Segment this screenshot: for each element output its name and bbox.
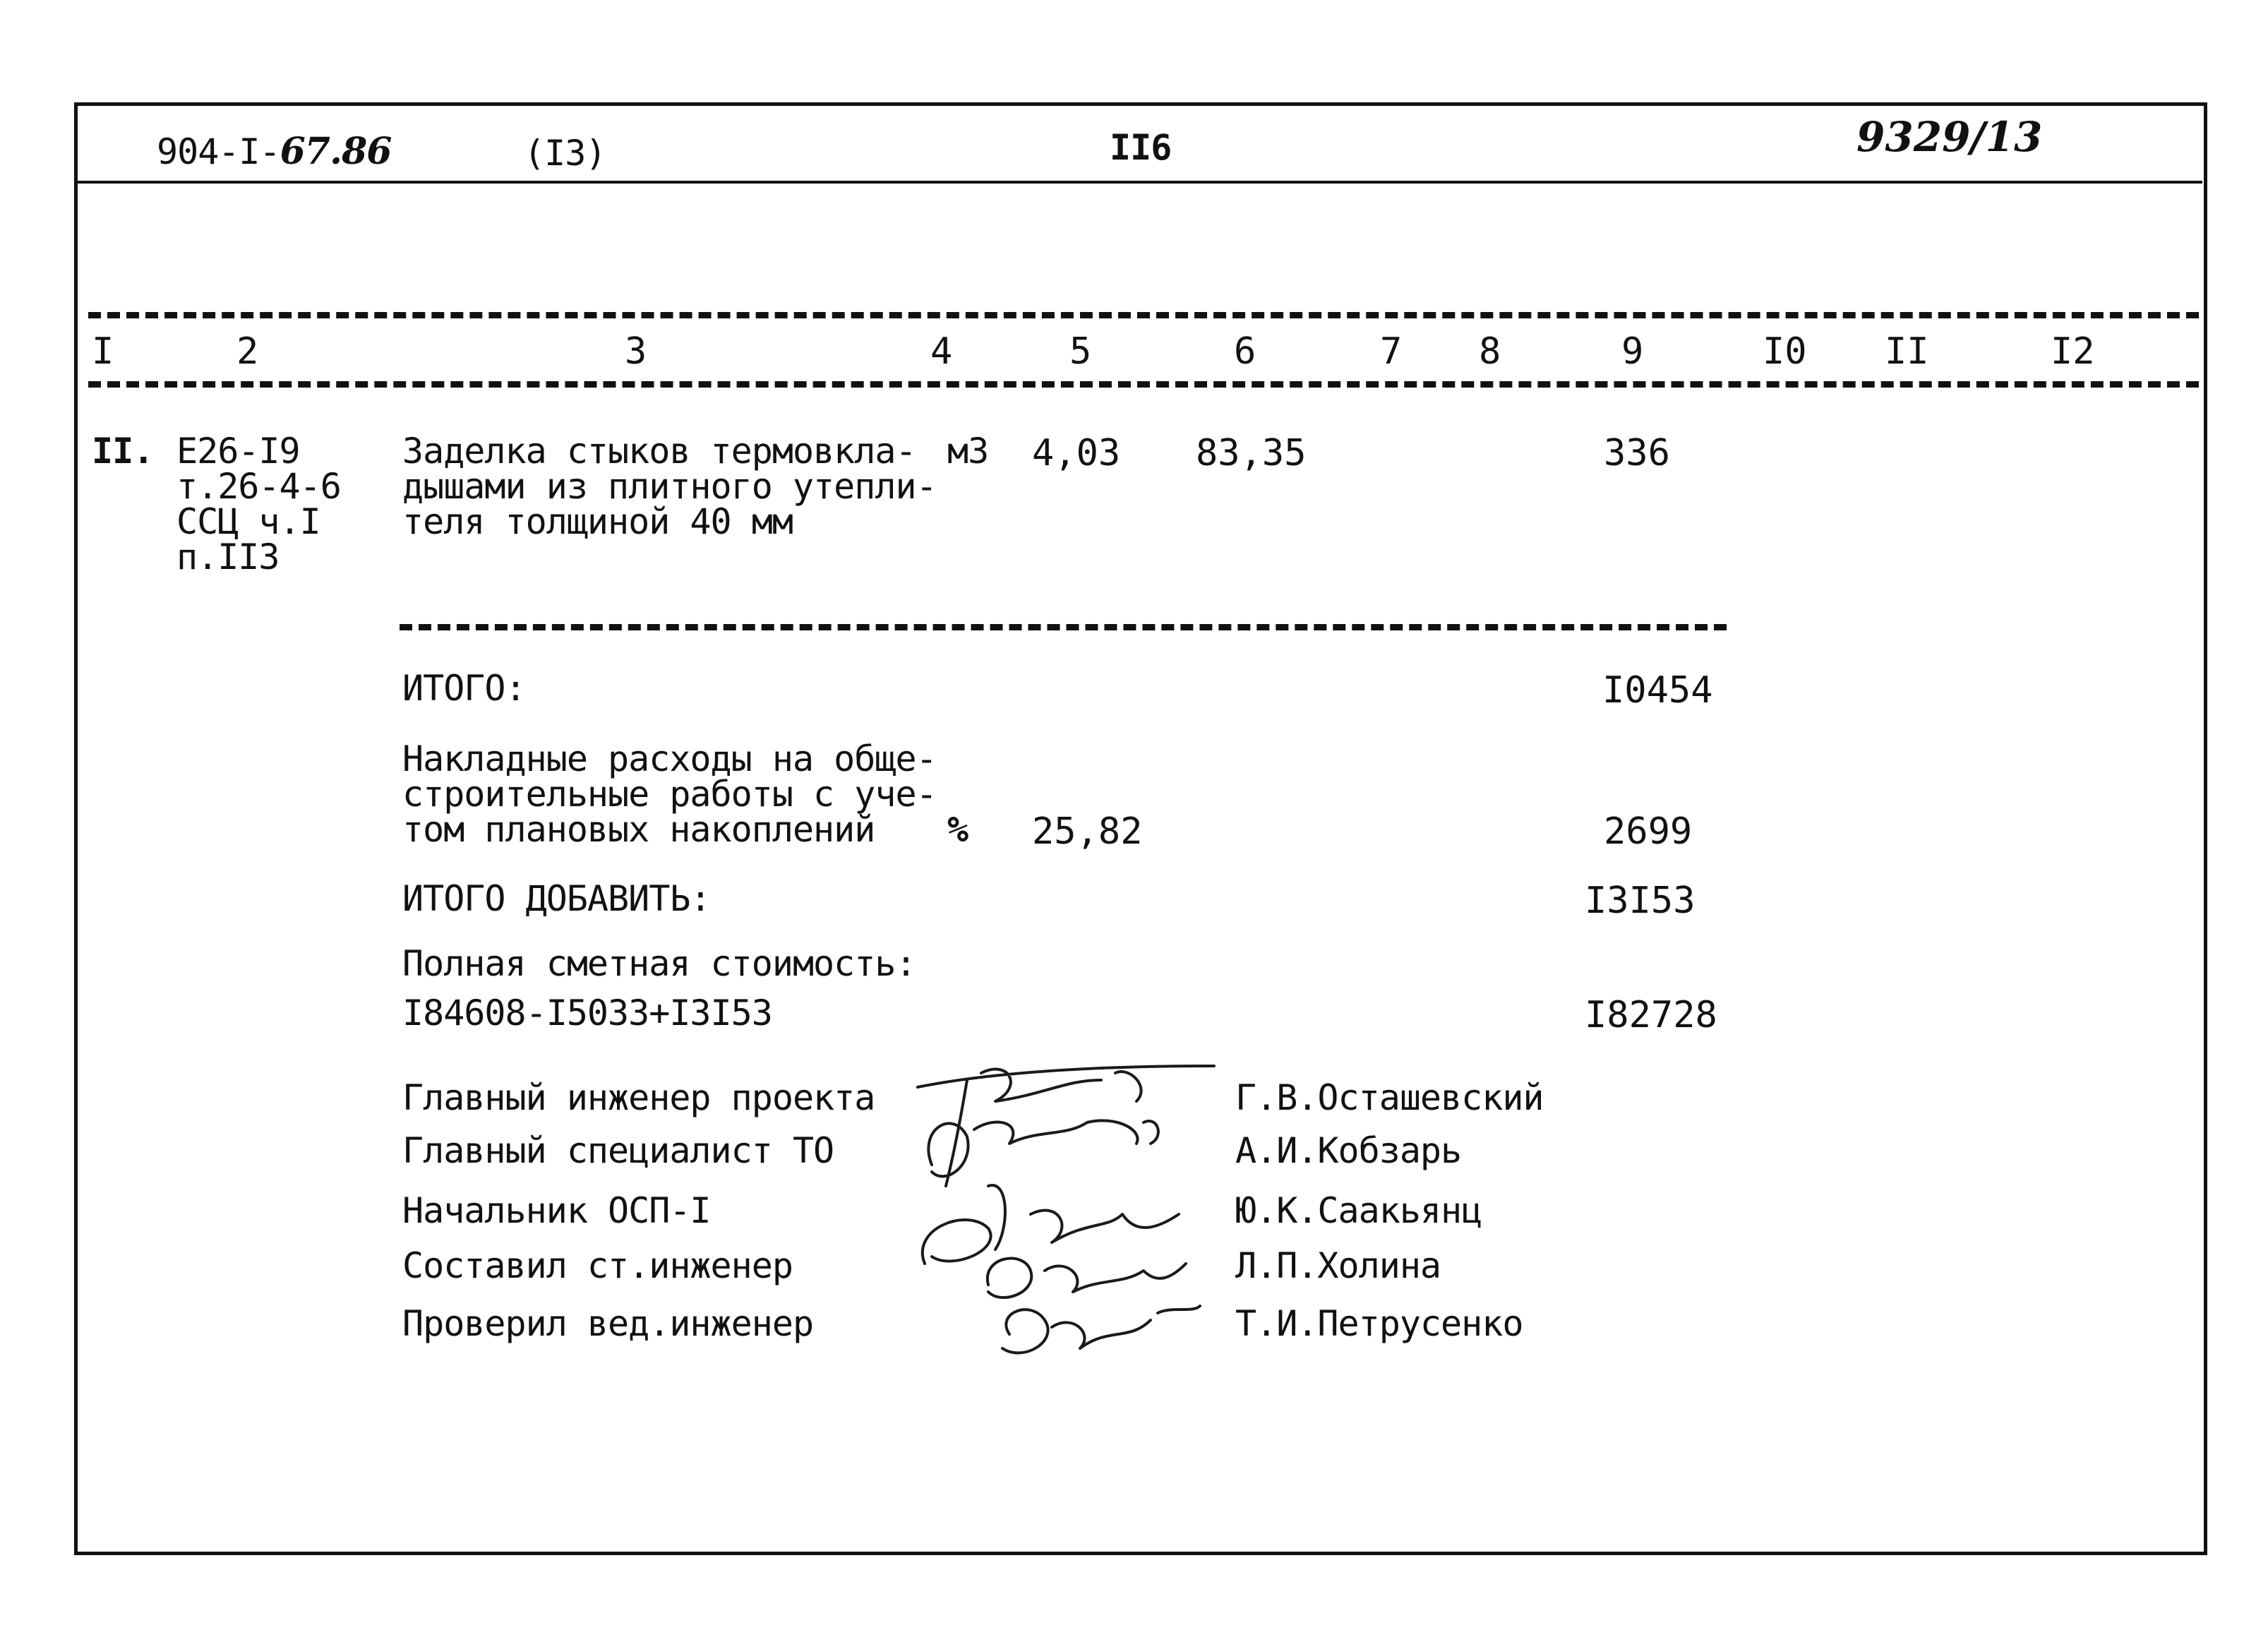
row-number: II. bbox=[92, 431, 154, 472]
column-header-9: 9 bbox=[1621, 330, 1644, 373]
signature-1 bbox=[918, 1066, 1214, 1186]
column-header-11: II bbox=[1885, 330, 1929, 373]
handwritten-signatures bbox=[904, 1045, 1271, 1370]
signatory-name-5: Т.И.Петрусенко bbox=[1235, 1303, 1523, 1344]
add-value: I3I53 bbox=[1585, 880, 1696, 922]
row-ref-1: E26-I9 bbox=[176, 431, 300, 472]
full-cost-label: Полная сметная стоимость: bbox=[402, 943, 916, 984]
signature-2 bbox=[928, 1120, 1158, 1176]
itogo-label: ИТОГО: bbox=[402, 668, 526, 709]
signatory-position-1: Главный инженер проекта bbox=[402, 1077, 875, 1118]
full-cost-formula: I84608-I5033+I3I53 bbox=[402, 993, 772, 1033]
album-number: (I3) bbox=[524, 133, 606, 174]
header-rule bbox=[78, 181, 2202, 184]
signatory-position-3: Начальник ОСП-I bbox=[402, 1190, 711, 1231]
doc-code-typed: 904-I- bbox=[157, 131, 280, 172]
overhead-desc-3: том плановых накоплений bbox=[402, 809, 875, 850]
signatory-name-3: Ю.К.Саакьянц bbox=[1235, 1190, 1482, 1231]
signatory-name-1: Г.В.Осташевский bbox=[1235, 1077, 1544, 1118]
page-number: II6 bbox=[1110, 127, 1172, 168]
signature-3 bbox=[923, 1185, 1179, 1264]
column-header-1: I bbox=[92, 330, 114, 373]
doc-code bbox=[157, 130, 392, 173]
row-unit: м3 bbox=[947, 431, 989, 472]
overhead-unit: % bbox=[947, 809, 968, 850]
signature-4 bbox=[988, 1259, 1186, 1298]
signature-5 bbox=[1002, 1306, 1200, 1353]
row-desc-1: Заделка стыков термовкла- bbox=[402, 431, 916, 472]
doc-code-handwritten: 67.86 bbox=[280, 130, 392, 173]
overhead-rate: 25,82 bbox=[1032, 810, 1143, 853]
signatory-position-5: Проверил вед.инженер bbox=[402, 1303, 814, 1344]
signatory-name-4: Л.П.Холина bbox=[1235, 1245, 1441, 1286]
overhead-desc-1: Накладные расходы на обще- bbox=[402, 738, 937, 779]
row-desc-3: теля толщиной 40 мм bbox=[402, 501, 793, 542]
full-cost-value: I82728 bbox=[1585, 994, 1717, 1036]
overhead-value: 2699 bbox=[1604, 810, 1693, 853]
column-header-6: 6 bbox=[1234, 330, 1256, 373]
row-price: 83,35 bbox=[1196, 432, 1307, 474]
itogo-value: I0454 bbox=[1602, 669, 1713, 712]
add-label: ИТОГО ДОБАВИТЬ: bbox=[402, 878, 711, 919]
column-header-5: 5 bbox=[1069, 330, 1092, 373]
column-header-7: 7 bbox=[1380, 330, 1403, 373]
column-header-12: I2 bbox=[2051, 330, 2095, 373]
row-desc-2: дышами из плитного утепли- bbox=[402, 466, 937, 507]
row-quantity: 4,03 bbox=[1032, 432, 1121, 474]
column-header-top-rule bbox=[88, 312, 2199, 318]
inventory-stamp: 9329/13 bbox=[1856, 113, 2043, 161]
signatory-name-2: А.И.Кобзарь bbox=[1235, 1130, 1462, 1171]
signatory-position-2: Главный специалист ТО bbox=[402, 1130, 834, 1171]
row-total: 336 bbox=[1604, 432, 1670, 474]
column-header-3: 3 bbox=[625, 330, 647, 373]
column-header-4: 4 bbox=[930, 330, 953, 373]
subtotal-rule bbox=[400, 624, 1727, 630]
column-header-bottom-rule bbox=[88, 381, 2199, 388]
column-header-2: 2 bbox=[236, 330, 259, 373]
column-header-10: I0 bbox=[1763, 330, 1807, 373]
row-ref-3: ССЦ ч.I bbox=[176, 501, 320, 542]
row-ref-2: т.26-4-6 bbox=[176, 466, 341, 507]
overhead-desc-2: строительные работы с уче- bbox=[402, 774, 937, 815]
column-header-8: 8 bbox=[1479, 330, 1501, 373]
row-ref-4: п.II3 bbox=[176, 537, 280, 577]
signatory-position-4: Составил ст.инженер bbox=[402, 1245, 793, 1286]
